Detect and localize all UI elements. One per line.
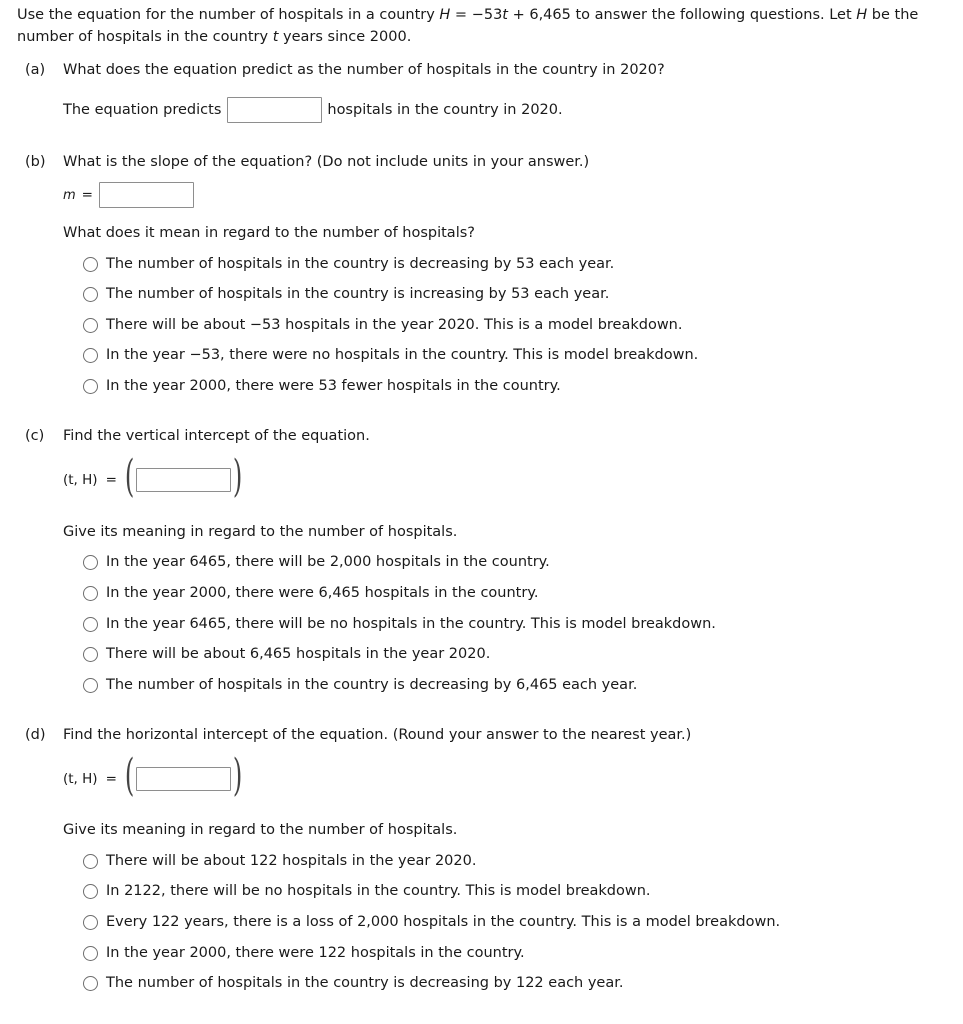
part-c-question bbox=[25, 428, 370, 444]
part-c-option-1[interactable] bbox=[83, 552, 550, 572]
part-d-text: Find the horizontal intercept of the equation. (Round your answer to the nearest year.) bbox=[63, 727, 692, 743]
right-paren-icon: ) bbox=[232, 451, 243, 502]
part-a-pre-text: The equation predicts bbox=[63, 102, 222, 118]
option-label: In 2122, there will be no hospitals in the country. This is model breakdown. bbox=[106, 883, 651, 899]
part-c-option-2[interactable] bbox=[83, 583, 538, 603]
option-label: The number of hospitals in the country is decreasing by 6,465 each year. bbox=[106, 677, 638, 693]
radio-icon[interactable] bbox=[83, 647, 98, 662]
option-label: The number of hospitals in the country is decreasing by 53 each year. bbox=[106, 256, 615, 272]
part-d-question bbox=[25, 727, 691, 743]
var-t-2: t bbox=[272, 29, 279, 45]
slope-input[interactable] bbox=[99, 182, 194, 208]
intro-text-3: be the number of hospitals in the country bbox=[17, 7, 919, 45]
radio-icon[interactable] bbox=[83, 555, 98, 570]
left-paren-icon: ( bbox=[124, 451, 135, 502]
option-label: In the year 2000, there were 53 fewer hospitals in the country. bbox=[106, 378, 561, 394]
radio-icon[interactable] bbox=[83, 854, 98, 869]
option-label: In the year 6465, there will be 2,000 hospitals in the country. bbox=[106, 554, 550, 570]
part-c-option-4[interactable] bbox=[83, 644, 490, 664]
part-b-option-4[interactable] bbox=[83, 345, 698, 365]
radio-icon[interactable] bbox=[83, 586, 98, 601]
part-a-text: What does the equation predict as the number of hospitals in the country in 2020? bbox=[63, 62, 665, 78]
intro-eq: = −53 bbox=[450, 7, 503, 23]
right-paren-icon: ) bbox=[232, 750, 243, 801]
part-c-option-5[interactable] bbox=[83, 675, 637, 695]
option-label: In the year 2000, there were 6,465 hospitals in the country. bbox=[106, 585, 539, 601]
point-equals: = bbox=[105, 771, 117, 787]
left-paren-icon: ( bbox=[124, 750, 135, 801]
part-a-label: (a) bbox=[25, 62, 46, 78]
point-label: (t, H) bbox=[63, 472, 98, 488]
radio-icon[interactable] bbox=[83, 946, 98, 961]
point-equals: = bbox=[105, 472, 117, 488]
part-b-question bbox=[25, 154, 589, 170]
intro-text-2: + 6,465 to answer the following questions. Let bbox=[507, 7, 857, 23]
part-b-option-2[interactable] bbox=[83, 284, 609, 304]
intro-text-4: years since 2000. bbox=[278, 29, 412, 45]
point-label: (t, H) bbox=[63, 771, 98, 787]
part-c-label: (c) bbox=[25, 428, 45, 444]
radio-icon[interactable] bbox=[83, 617, 98, 632]
part-b-option-1[interactable] bbox=[83, 254, 614, 274]
option-label: There will be about −53 hospitals in the year 2020. This is a model breakdown. bbox=[106, 317, 683, 333]
var-t: t bbox=[502, 7, 508, 23]
part-b-meaning-question: What does it mean in regard to the number of hospitals? bbox=[63, 225, 475, 241]
option-label: There will be about 122 hospitals in the year 2020. bbox=[106, 853, 477, 869]
radio-icon[interactable] bbox=[83, 976, 98, 991]
radio-icon[interactable] bbox=[83, 379, 98, 394]
part-a-answer-row bbox=[63, 97, 563, 123]
horizontal-intercept-input[interactable] bbox=[136, 767, 231, 791]
part-a-question bbox=[25, 62, 665, 78]
option-label: There will be about 6,465 hospitals in the year 2020. bbox=[106, 646, 491, 662]
part-c-text: Find the vertical intercept of the equation. bbox=[63, 428, 370, 444]
option-label: The number of hospitals in the country is increasing by 53 each year. bbox=[106, 286, 610, 302]
radio-icon[interactable] bbox=[83, 318, 98, 333]
part-d-option-3[interactable] bbox=[83, 912, 780, 932]
part-a-answer-input[interactable] bbox=[227, 97, 322, 123]
part-c-intercept-row bbox=[63, 451, 246, 503]
var-H-2: H bbox=[856, 7, 868, 23]
radio-icon[interactable] bbox=[83, 257, 98, 272]
radio-icon[interactable] bbox=[83, 287, 98, 302]
radio-icon[interactable] bbox=[83, 884, 98, 899]
part-c-meaning-question: Give its meaning in regard to the number of hospitals. bbox=[63, 524, 458, 540]
option-label: In the year 2000, there were 122 hospitals in the country. bbox=[106, 945, 525, 961]
slope-equals: = bbox=[81, 187, 93, 203]
part-a-post-text: hospitals in the country in 2020. bbox=[327, 102, 563, 118]
radio-icon[interactable] bbox=[83, 678, 98, 693]
part-d-label: (d) bbox=[25, 727, 46, 743]
radio-icon[interactable] bbox=[83, 915, 98, 930]
part-b-label: (b) bbox=[25, 154, 46, 170]
radio-icon[interactable] bbox=[83, 348, 98, 363]
option-label: The number of hospitals in the country is decreasing by 122 each year. bbox=[106, 975, 624, 991]
part-b-option-5[interactable] bbox=[83, 376, 561, 396]
part-b-option-3[interactable] bbox=[83, 315, 682, 335]
slope-m-label: m bbox=[63, 187, 76, 203]
vertical-intercept-input[interactable] bbox=[136, 468, 231, 492]
var-H: H bbox=[439, 7, 451, 23]
option-label: Every 122 years, there is a loss of 2,000 hospitals in the country. This is a model breakdown. bbox=[106, 914, 781, 930]
part-c-option-3[interactable] bbox=[83, 614, 716, 634]
part-d-intercept-row bbox=[63, 750, 246, 802]
part-d-option-2[interactable] bbox=[83, 881, 651, 901]
part-b-text: What is the slope of the equation? (Do not include units in your answer.) bbox=[63, 154, 590, 170]
option-label: In the year −53, there were no hospitals in the country. This is model breakdown. bbox=[106, 347, 699, 363]
part-d-option-4[interactable] bbox=[83, 943, 525, 963]
part-d-option-1[interactable] bbox=[83, 851, 476, 871]
part-b-slope-row bbox=[63, 182, 194, 208]
part-d-meaning-question: Give its meaning in regard to the number of hospitals. bbox=[63, 822, 458, 838]
problem-intro bbox=[17, 4, 953, 48]
part-d-option-5[interactable] bbox=[83, 973, 623, 993]
option-label: In the year 6465, there will be no hospitals in the country. This is model breakdown. bbox=[106, 616, 716, 632]
intro-text-1: Use the equation for the number of hospitals in a country bbox=[17, 7, 440, 23]
